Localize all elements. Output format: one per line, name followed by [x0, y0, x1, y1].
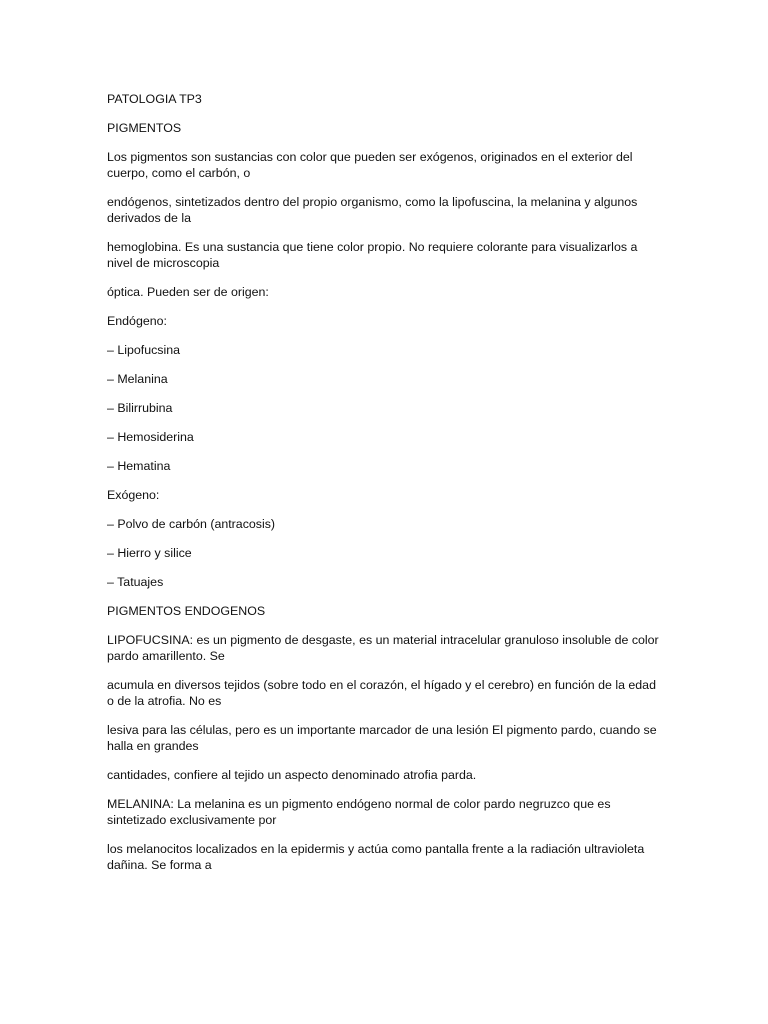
- paragraph-intro-2: endógenos, sintetizados dentro del propio organismo, como la lipofuscina, la melanina y algunos derivados de la: [107, 195, 638, 225]
- paragraph-lipofucsina-4: cantidades, confiere al tejido un aspecto denominado atrofia parda.: [107, 768, 477, 782]
- paragraph-intro-4: óptica. Pueden ser de origen:: [107, 285, 269, 299]
- paragraph-melanina-1: MELANINA: La melanina es un pigmento endógeno normal de color pardo negruzco que es sintetizado exclusivamente por: [107, 797, 611, 827]
- list-item-hematina: – Hematina: [107, 459, 171, 473]
- document-title: PATOLOGIA TP3: [107, 92, 202, 106]
- list-item-hierro-silice: – Hierro y silice: [107, 546, 192, 560]
- list-item-bilirrubina: – Bilirrubina: [107, 401, 173, 415]
- list-item-melanina: – Melanina: [107, 372, 168, 386]
- list-heading-endogeno: Endógeno:: [107, 314, 167, 328]
- list-item-tatuajes: – Tatuajes: [107, 575, 164, 589]
- section-heading-pigmentos: PIGMENTOS: [107, 121, 182, 135]
- document-body: [107, 91, 663, 886]
- paragraph-intro-3: hemoglobina. Es una sustancia que tiene color propio. No requiere colorante para visualizarlos a nivel de microscopia: [107, 240, 638, 270]
- paragraph-melanina-2: los melanocitos localizados en la epidermis y actúa como pantalla frente a la radiación ultravioleta dañina. Se forma a: [107, 842, 645, 872]
- list-heading-exogeno: Exógeno:: [107, 488, 160, 502]
- paragraph-lipofucsina-1: LIPOFUCSINA: es un pigmento de desgaste, es un material intracelular granuloso insoluble de color pardo amarillento. Se: [107, 633, 659, 663]
- paragraph-lipofucsina-3: lesiva para las células, pero es un importante marcador de una lesión El pigmento pardo, cuando se halla en grandes: [107, 723, 657, 753]
- list-item-hemosiderina: – Hemosiderina: [107, 430, 194, 444]
- section-heading-pigmentos-endogenos: PIGMENTOS ENDOGENOS: [107, 604, 266, 618]
- list-item-polvo-carbon: – Polvo de carbón (antracosis): [107, 517, 276, 531]
- list-item-lipofucsina: – Lipofucsina: [107, 343, 181, 357]
- paragraph-lipofucsina-2: acumula en diversos tejidos (sobre todo en el corazón, el hígado y el cerebro) en función de la edad o de la atrofia. No es: [107, 678, 656, 708]
- paragraph-intro-1: Los pigmentos son sustancias con color que pueden ser exógenos, originados en el exterior del cuerpo, como el carbón, o: [107, 150, 633, 180]
